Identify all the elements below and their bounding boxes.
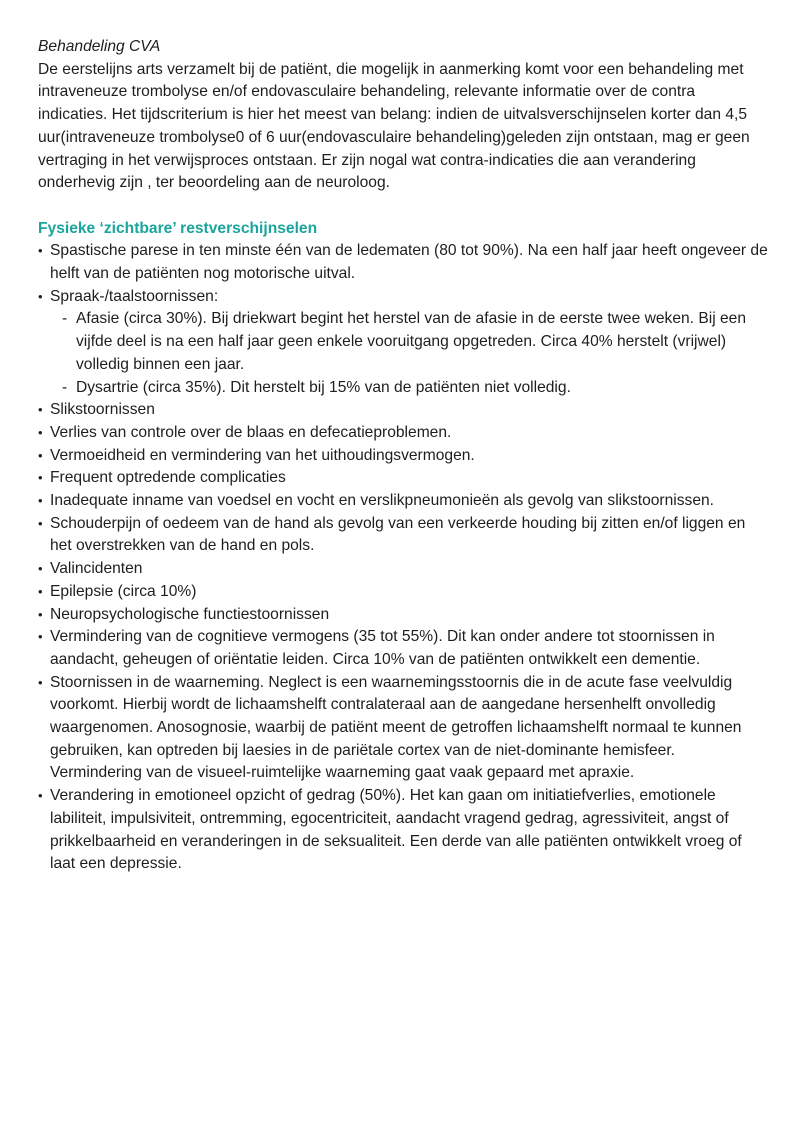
bullet-marker: • [38,424,43,440]
list-item-text: Vermindering van de cognitieve vermogens (35 tot 55%). Dit kan onder andere tot stoornissen in aandacht, geheugen of oriëntatie leiden. Circa 10% van de patiënten ontwikkelt een dementie. [50,628,715,668]
sub-list [50,308,768,399]
list-item [38,672,768,786]
bullet-marker: • [38,583,43,599]
list-item [38,626,768,671]
list-item [38,422,768,445]
list-item-text: Stoornissen in de waarneming. Neglect is een waarnemingsstoornis die in de acute fase veelvuldig voorkomt. Hierbij wordt de lichaamshelft contralateraal aan de aangedane hersenhelft onvolledig waargenomen. Anosognosie, waarbij de patiënt meent de getroffen lichaamshelft normaal te kunnen gebruiken, kan optreden bij laesies in de pariëtale cortex van de niet-dominante hemisfeer. Vermindering van de visueel-ruimtelijke waarneming gaat vaak gepaard met apraxie. [50,673,742,782]
bullet-marker: • [38,470,43,486]
list-item [38,490,768,513]
bullet-marker: • [38,447,43,463]
list-item-text: Verlies van controle over de blaas en defecatieproblemen. [50,423,452,441]
list-item-text: Inadequate inname van voedsel en vocht en verslikpneumonieën als gevolg van slikstoornissen. [50,492,715,510]
list-item [38,604,768,627]
section-spacer [38,195,768,218]
sub-list-item-text: Afasie (circa 30%). Bij driekwart begint het herstel van de afasie in de eerste twee weken. Bij een vijfde deel is na een half jaar geen enkele vooruitgang opgetreden. Circa 40% herstelt (vrijwel) volledig binnen een jaar. [76,310,747,373]
bullet-marker: • [38,629,43,645]
list-item [38,467,768,490]
list-item-text: Epilepsie (circa 10%) [50,582,197,600]
list-item-text: Spraak-/taalstoornissen: [50,287,219,305]
list-item [38,399,768,422]
list-item [38,785,768,876]
bullet-marker: • [38,243,43,259]
intro-paragraph: De eerstelijns arts verzamelt bij de patiënt, die mogelijk in aanmerking komt voor een behandeling met intraveneuze trombolyse en/of endovasculaire behandeling, relevante informatie over de contra indicaties. Het tijdscriterium is hier het meest van belang: indien de uitvalsverschijnselen korter dan 4,5 uur(intraveneuze trombolyse0 of 6 uur(endovasculaire behandeling)geleden zijn ontstaan, mag er geen vertraging in het verwijsproces ontstaan. Er zijn nogal wat contra-indicaties die aan verandering onderhevig zijn , ter beoordeling aan de neuroloog. [38,60,750,192]
list-item-text: Slikstoornissen [50,401,155,419]
list-item [38,513,768,558]
list-item-text: Neuropsychologische functiestoornissen [50,605,330,623]
sub-list-item-text: Dysartrie (circa 35%). Dit herstelt bij 15% van de patiënten niet volledig. [76,378,571,396]
list-item-text: Schouderpijn of oedeem van de hand als gevolg van een verkeerde houding bij zitten en/of liggen en het overstrekken van de hand en pols. [50,514,746,555]
dash-marker: - [62,378,68,396]
document-content [38,36,768,876]
intro-title: Behandeling CVA [38,38,161,55]
list-item-text: Verandering in emotioneel opzicht of gedrag (50%). Het kan gaan om initiatiefverlies, emotionele labiliteit, impulsiviteit, ontremming, egocentriciteit, aandacht vragend gedrag, agressiviteit, angst of prikkelbaarheid en veranderingen in de seksualiteit. Een derde van alle patiënten ontwikkelt vroeg of laat een depressie. [50,787,742,873]
sub-list-item [50,308,768,376]
list-item-text: Valincidenten [50,560,143,578]
bullet-marker: • [38,674,43,690]
list-item-text: Spastische parese in ten minste één van de ledematen (80 tot 90%). Na een half jaar heeft ongeveer de helft van de patiënten nog motorische uitval. [50,242,768,283]
bullet-marker: • [38,606,43,622]
list-item-text: Frequent optredende complicaties [50,469,286,487]
section-title: Fysieke ‘zichtbare’ restverschijnselen [38,219,318,237]
sub-list-item [50,377,768,400]
dash-marker: - [62,310,68,328]
list-item [38,445,768,468]
list-item [38,581,768,604]
bullet-marker: • [38,788,43,804]
bullet-marker: • [38,515,43,531]
list-item [38,240,768,285]
bullet-marker: • [38,493,43,509]
bullet-marker: • [38,561,43,577]
list-item [38,558,768,581]
list-item [38,286,768,400]
bullet-marker: • [38,402,43,418]
list-item-text: Vermoeidheid en vermindering van het uithoudingsvermogen. [50,446,475,464]
bullet-marker: • [38,288,43,304]
symptom-list [38,240,768,876]
